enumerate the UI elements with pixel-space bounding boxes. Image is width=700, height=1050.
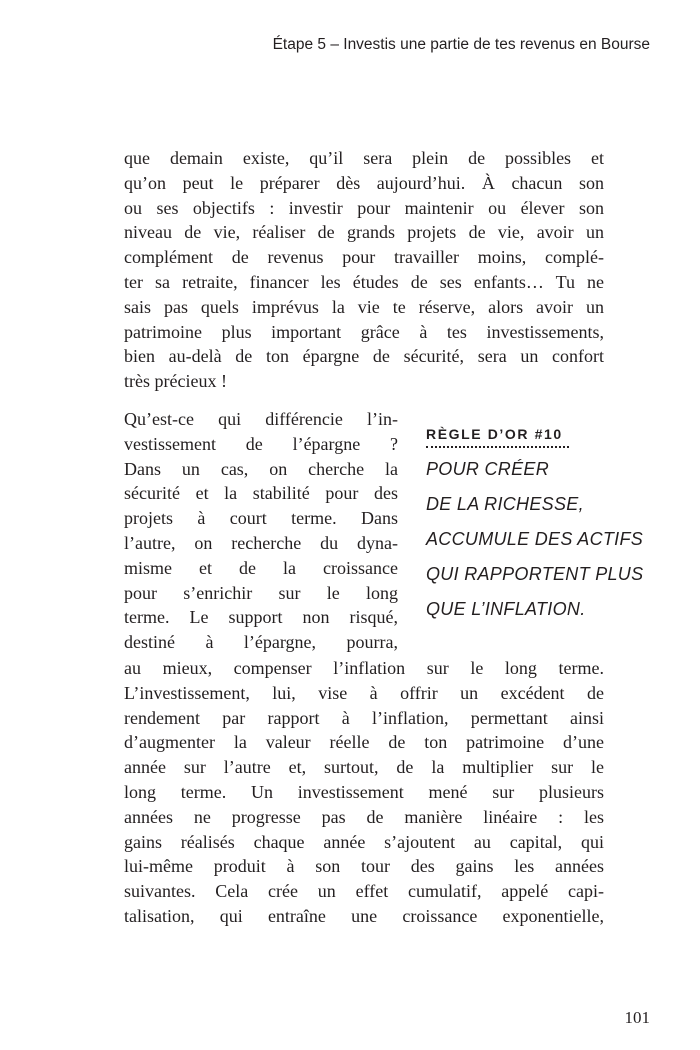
text-line: que demain existe, qu’il sera plein de possibles et (124, 148, 604, 168)
text-line: Dans un cas, on cherche la (124, 458, 398, 479)
text-line: terme. Le support non risqué, (124, 607, 398, 628)
text-line: gains réalisés chaque année s’ajoutent au capital, qui (124, 831, 604, 852)
text-line: projets à court terme. Dans (124, 508, 398, 529)
paragraph-2-narrow (124, 407, 398, 655)
text-line: d’augmenter la valeur réelle de ton patrimoine d’une (124, 732, 604, 753)
text-line: sais pas quels imprévus la vie te réserve, alors avoir un (124, 296, 604, 317)
text-line: qu’on peut le préparer dès aujourd’hui. À chacun son (124, 172, 604, 193)
running-header: Étape 5 – Investis une partie de tes revenus en Bourse (272, 36, 650, 53)
paragraph-2-full (124, 656, 604, 929)
text-line: niveau de vie, réaliser de grands projets de vie, avoir un (124, 222, 604, 243)
text-line: destiné à l’épargne, pourra, (124, 632, 398, 653)
golden-rule-line: DE LA RICHESSE, (426, 494, 584, 514)
text-line: années ne progresse pas de manière linéaire : les (124, 806, 604, 827)
page-number: 101 (624, 1008, 650, 1027)
text-line: Qu’est-ce qui différencie l’in- (124, 409, 398, 429)
text-line: long terme. Un investissement mené sur plusieurs (124, 781, 604, 802)
text-line: très précieux ! (124, 371, 227, 392)
paragraph-1 (124, 146, 604, 394)
golden-rule-line: QUE L’INFLATION. (426, 599, 586, 619)
text-line: rendement par rapport à l’inflation, permettant ainsi (124, 707, 604, 728)
text-line: misme et de la croissance (124, 557, 398, 578)
text-line: patrimoine plus important grâce à tes investissements, (124, 321, 604, 342)
golden-rule-title: RÈGLE D’OR #10 (426, 426, 569, 448)
text-line: talisation, qui entraîne une croissance exponentielle, (124, 905, 604, 926)
text-line: complément de revenus pour travailler moins, complé- (124, 247, 604, 268)
golden-rule-line: ACCUMULE DES ACTIFS (426, 529, 644, 549)
text-line: sécurité et la stabilité pour des (124, 483, 398, 504)
golden-rule-line: QUI RAPPORTENT PLUS (426, 564, 644, 584)
text-line: bien au-delà de ton épargne de sécurité, sera un confort (124, 346, 604, 367)
text-line: lui-même produit à son tour des gains les années (124, 856, 604, 877)
text-line: suivantes. Cela crée un effet cumulatif, appelé capi- (124, 881, 604, 902)
text-line: vestissement de l’épargne ? (124, 433, 398, 454)
text-line: L’investissement, lui, vise à offrir un excédent de (124, 682, 604, 703)
text-line: l’autre, on recherche du dyna- (124, 532, 398, 553)
text-line: ou ses objectifs : investir pour maintenir ou élever son (124, 197, 604, 218)
text-line: ter sa retraite, financer les études de ses enfants… Tu ne (124, 271, 604, 292)
text-line: au mieux, compenser l’inflation sur le long terme. (124, 658, 604, 678)
text-line: pour s’enrichir sur le long (124, 582, 398, 603)
text-line: année sur l’autre et, surtout, de la multiplier sur le (124, 757, 604, 778)
golden-rule-callout (426, 426, 646, 627)
golden-rule-text (426, 452, 646, 627)
golden-rule-line: POUR CRÉER (426, 459, 550, 479)
